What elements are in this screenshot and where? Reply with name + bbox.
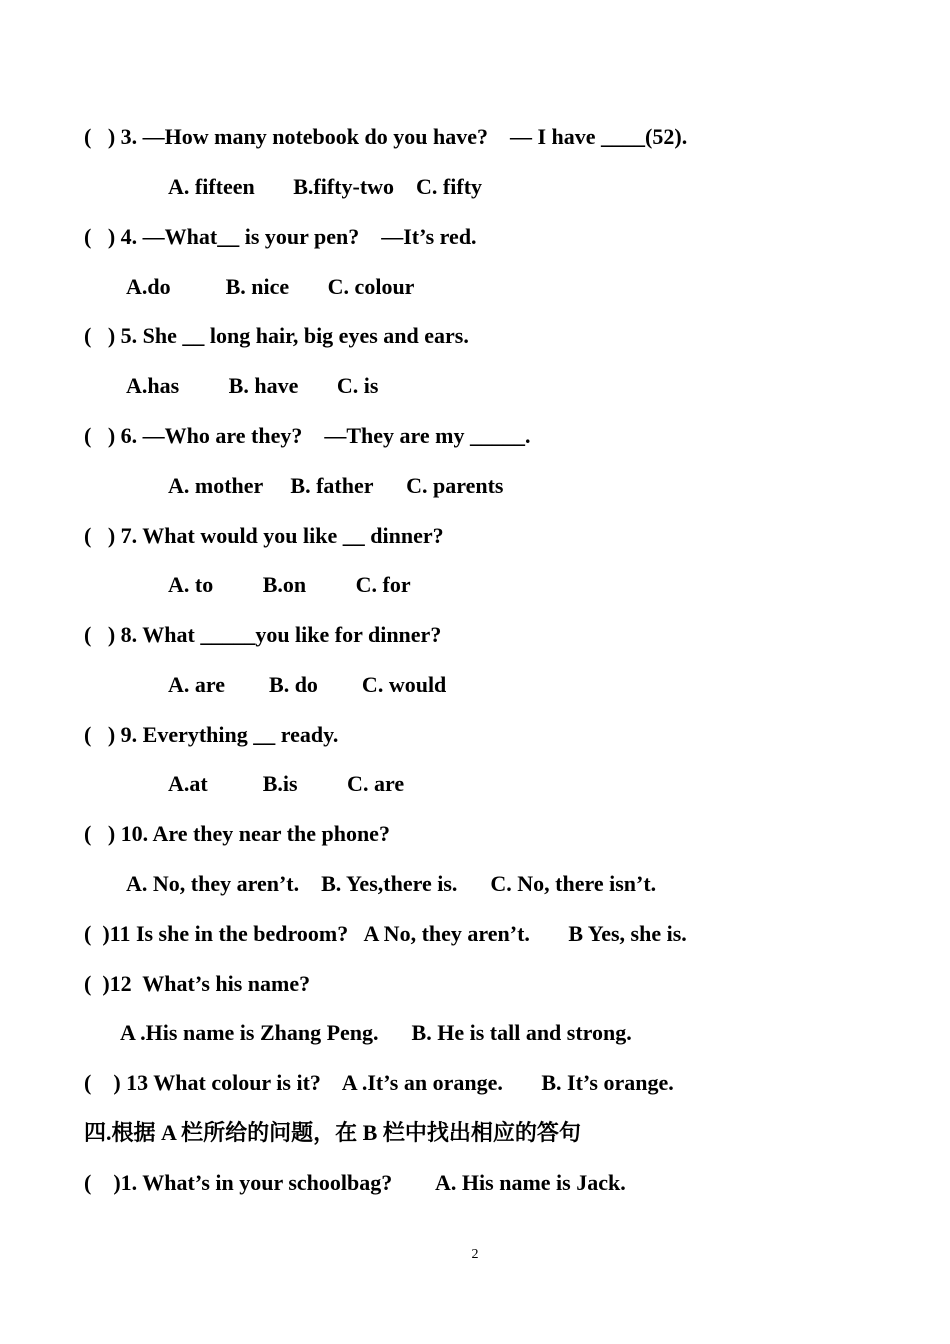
question-8: ( ) 8. What _____you like for dinner? bbox=[84, 622, 442, 647]
page-number: 2 bbox=[471, 1247, 479, 1262]
question-7-options: A. to B.on C. for bbox=[168, 572, 411, 597]
question-11: ( )11 Is she in the bedroom? A No, they aren’t. B Yes, she is. bbox=[84, 921, 687, 946]
question-3: ( ) 3. —How many notebook do you have? — I have ____(52). bbox=[84, 124, 688, 149]
question-12: ( )12 What’s his name? bbox=[84, 971, 311, 996]
question-13: ( ) 13 What colour is it? A .It’s an orange. B. It’s orange. bbox=[84, 1070, 674, 1095]
question-6-options: A. mother B. father C. parents bbox=[168, 473, 504, 498]
question-9: ( ) 9. Everything __ ready. bbox=[84, 722, 339, 747]
question-3-options: A. fifteen B.fifty-two C. fifty bbox=[168, 174, 483, 199]
section-4-heading: 四.根据 A 栏所给的问题，在 B 栏中找出相应的答句 bbox=[84, 1120, 581, 1145]
question-4-options: A.do B. nice C. colour bbox=[126, 274, 415, 299]
question-4: ( ) 4. —What__ is your pen? —It’s red. bbox=[84, 224, 477, 249]
question-5: ( ) 5. She __ long hair, big eyes and ears. bbox=[84, 323, 469, 348]
question-8-options: A. are B. do C. would bbox=[168, 672, 447, 697]
question-12-options: A .His name is Zhang Peng. B. He is tall and strong. bbox=[120, 1020, 632, 1045]
section-4-question-1: ( )1. What’s in your schoolbag? A. His name is Jack. bbox=[84, 1170, 626, 1195]
question-6: ( ) 6. —Who are they? —They are my _____. bbox=[84, 423, 531, 448]
question-7: ( ) 7. What would you like __ dinner? bbox=[84, 523, 444, 548]
question-10: ( ) 10. Are they near the phone? bbox=[84, 821, 390, 846]
question-10-options: A. No, they aren’t. B. Yes,there is. C. No, there isn’t. bbox=[126, 871, 657, 896]
question-5-options: A.has B. have C. is bbox=[126, 373, 379, 398]
question-9-options: A.at B.is C. are bbox=[168, 771, 405, 796]
